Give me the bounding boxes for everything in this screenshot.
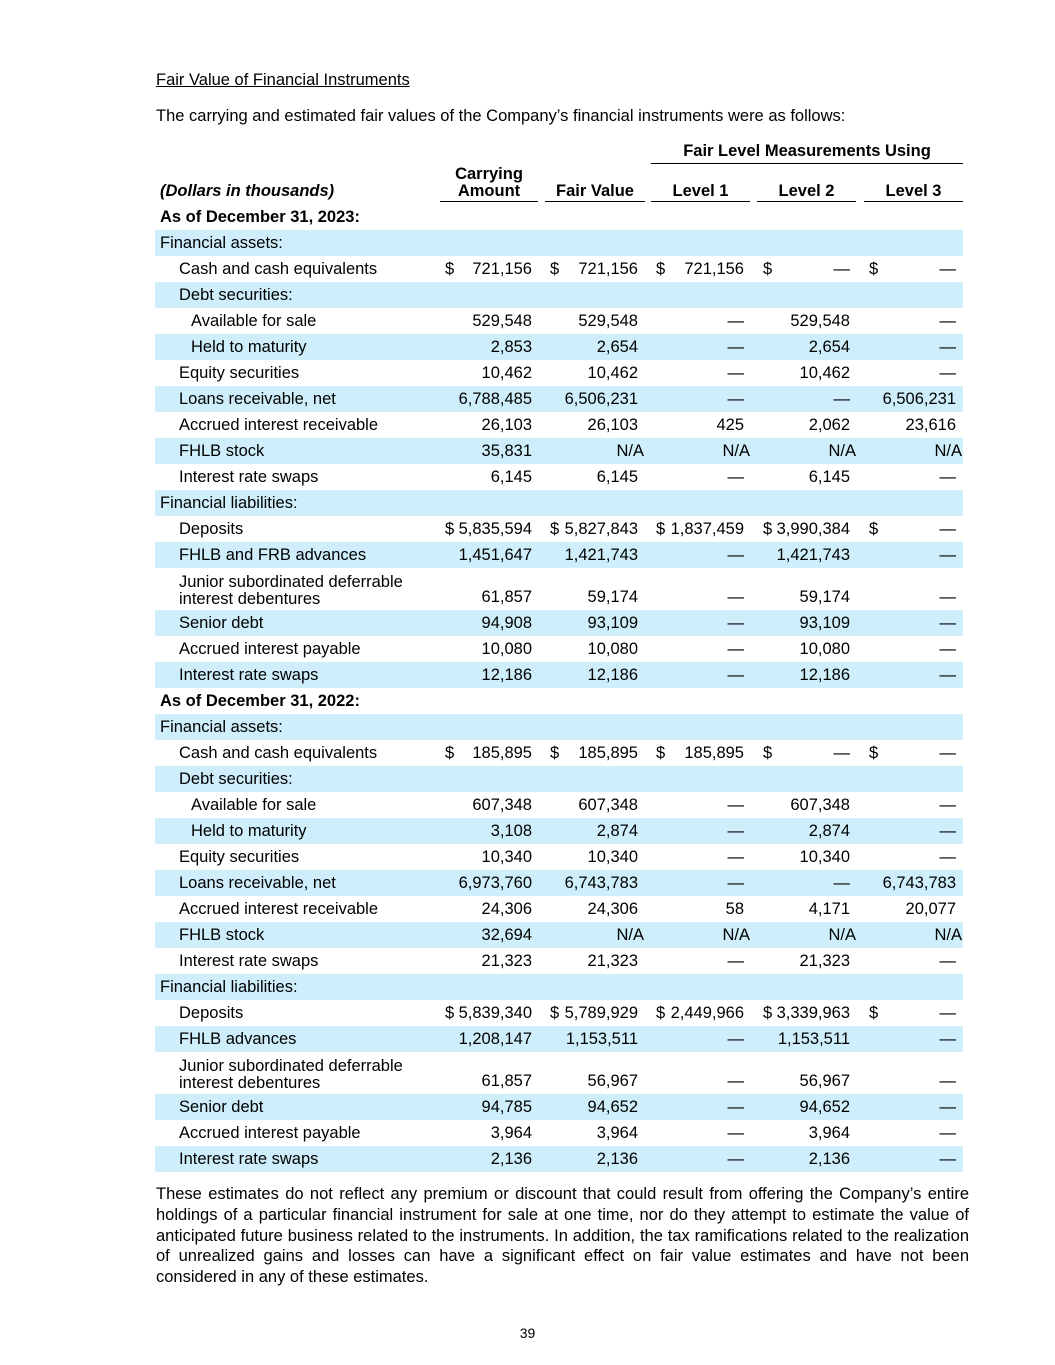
- table-cell: 6,506,231: [564, 390, 638, 408]
- table-cell: 26,103: [587, 416, 638, 434]
- row-label: Accrued interest receivable: [179, 900, 379, 918]
- table-row: [155, 1026, 963, 1052]
- table-cell: 6,788,485: [458, 390, 532, 408]
- table-cell: 21,323: [799, 952, 850, 970]
- carrying-header-line2: Amount: [457, 182, 521, 200]
- row-label: Senior debt: [179, 1098, 264, 1116]
- table-row: [155, 1000, 963, 1026]
- row-label: Loans receivable, net: [179, 874, 336, 892]
- table-cell: 35,831: [481, 442, 532, 460]
- table-cell: 1,421,743: [776, 546, 850, 564]
- table-cell: 10,080: [481, 640, 532, 658]
- table-cell: 56,967: [799, 1072, 850, 1090]
- level1-header: Level 1: [651, 183, 750, 202]
- row-label: Interest rate swaps: [179, 468, 319, 486]
- currency-sign: $: [763, 1004, 773, 1022]
- table-cell: N/A: [828, 442, 856, 460]
- table-row: [155, 870, 963, 896]
- table-cell: —: [727, 1098, 744, 1116]
- fair-level-group-header: Fair Level Measurements Using: [651, 142, 963, 164]
- row-label: Junior subordinated deferrable: [179, 1057, 403, 1075]
- table-cell: 607,348: [790, 796, 850, 814]
- table-cell: 6,743,783: [564, 874, 638, 892]
- row-label-continued: interest debentures: [179, 1074, 321, 1092]
- table-cell: 10,340: [587, 848, 638, 866]
- table-row: [155, 844, 963, 870]
- table-cell: 10,340: [481, 848, 532, 866]
- table-cell: 56,967: [587, 1072, 638, 1090]
- table-cell: 425: [716, 416, 744, 434]
- currency-sign: $: [656, 744, 666, 762]
- table-cell: 6,145: [808, 468, 850, 486]
- table-row: [155, 1120, 963, 1146]
- table-cell: —: [939, 744, 956, 762]
- table-cell: 61,857: [481, 588, 532, 606]
- table-cell: 94,785: [481, 1098, 532, 1116]
- table-cell: 12,186: [587, 666, 638, 684]
- table-cell: 185,895: [684, 744, 744, 762]
- table-cell: N/A: [828, 926, 856, 944]
- group-row: [155, 766, 963, 792]
- table-cell: —: [939, 364, 956, 382]
- table-row: [155, 516, 963, 542]
- table-row: [155, 438, 963, 464]
- row-label: Equity securities: [179, 364, 300, 382]
- currency-sign: $: [550, 520, 560, 538]
- table-cell: —: [939, 1150, 956, 1168]
- currency-sign: $: [763, 260, 773, 278]
- group-row: [155, 974, 963, 1000]
- table-row: [155, 568, 963, 610]
- table-cell: —: [939, 588, 956, 606]
- table-row: [155, 610, 963, 636]
- table-cell: 3,964: [596, 1124, 638, 1142]
- row-label: Debt securities:: [179, 286, 293, 304]
- table-cell: 93,109: [587, 614, 638, 632]
- table-cell: —: [939, 338, 956, 356]
- table-row: [155, 464, 963, 490]
- row-label: Deposits: [179, 520, 244, 538]
- table-row: [155, 662, 963, 688]
- row-label: Accrued interest payable: [179, 1124, 361, 1142]
- table-cell: 607,348: [472, 796, 532, 814]
- table-cell: —: [727, 1072, 744, 1090]
- row-label: Loans receivable, net: [179, 390, 336, 408]
- table-cell: 5,839,340: [458, 1004, 532, 1022]
- table-cell: 2,874: [596, 822, 638, 840]
- currency-sign: $: [656, 1004, 666, 1022]
- table-cell: 94,908: [481, 614, 532, 632]
- currency-sign: $: [445, 1004, 455, 1022]
- row-label: Accrued interest payable: [179, 640, 361, 658]
- row-label: Cash and cash equivalents: [179, 260, 378, 278]
- currency-sign: $: [445, 520, 455, 538]
- table-row: [155, 948, 963, 974]
- table-cell: —: [833, 260, 850, 278]
- row-label: Held to maturity: [191, 822, 307, 840]
- table-row: [155, 740, 963, 766]
- table-cell: 6,506,231: [882, 390, 956, 408]
- currency-sign: $: [869, 260, 879, 278]
- table-cell: —: [833, 874, 850, 892]
- table-cell: —: [939, 546, 956, 564]
- table-cell: 3,108: [490, 822, 532, 840]
- table-cell: 2,654: [808, 338, 850, 356]
- table-cell: 2,874: [808, 822, 850, 840]
- currency-sign: $: [656, 260, 666, 278]
- table-cell: 20,077: [905, 900, 956, 918]
- row-label-continued: interest debentures: [179, 590, 321, 608]
- table-cell: 2,654: [596, 338, 638, 356]
- table-cell: —: [727, 822, 744, 840]
- level3-header: Level 3: [864, 183, 963, 202]
- table-row: [155, 636, 963, 662]
- table-cell: 6,743,783: [882, 874, 956, 892]
- table-cell: 2,136: [808, 1150, 850, 1168]
- table-row: [155, 792, 963, 818]
- table-cell: —: [939, 666, 956, 684]
- table-cell: 529,548: [578, 312, 638, 330]
- table-cell: —: [939, 614, 956, 632]
- table-row: [155, 818, 963, 844]
- section-title: Fair Value of Financial Instruments: [156, 71, 410, 89]
- page-number: 39: [519, 1325, 536, 1341]
- table-cell: N/A: [934, 926, 962, 944]
- table-cell: —: [727, 1150, 744, 1168]
- table-cell: —: [939, 848, 956, 866]
- row-label: As of December 31, 2023:: [160, 208, 360, 226]
- table-cell: 1,837,459: [670, 520, 744, 538]
- table-cell: 607,348: [578, 796, 638, 814]
- table-cell: 10,462: [481, 364, 532, 382]
- currency-sign: $: [550, 1004, 560, 1022]
- table-cell: 185,895: [578, 744, 638, 762]
- table-cell: 21,323: [587, 952, 638, 970]
- row-label: Held to maturity: [191, 338, 307, 356]
- table-cell: —: [727, 364, 744, 382]
- table-cell: —: [727, 312, 744, 330]
- group-row: [155, 230, 963, 256]
- table-row: [155, 308, 963, 334]
- table-cell: —: [939, 1098, 956, 1116]
- table-cell: 10,080: [587, 640, 638, 658]
- table-cell: —: [939, 640, 956, 658]
- table-cell: 24,306: [481, 900, 532, 918]
- table-cell: N/A: [616, 926, 644, 944]
- table-cell: —: [727, 468, 744, 486]
- table-cell: 4,171: [808, 900, 850, 918]
- table-cell: 2,853: [490, 338, 532, 356]
- row-label: Deposits: [179, 1004, 244, 1022]
- table-cell: —: [727, 546, 744, 564]
- table-cell: 1,208,147: [458, 1030, 532, 1048]
- currency-sign: $: [550, 260, 560, 278]
- table-cell: —: [727, 614, 744, 632]
- table-cell: —: [833, 390, 850, 408]
- table-cell: 1,153,511: [565, 1030, 638, 1048]
- table-cell: 2,449,966: [670, 1004, 744, 1022]
- section-row: [155, 688, 963, 714]
- table-cell: 1,153,511: [777, 1030, 850, 1048]
- table-cell: 529,548: [790, 312, 850, 330]
- table-cell: N/A: [722, 442, 750, 460]
- table-cell: 3,990,384: [776, 520, 850, 538]
- table-row: [155, 1094, 963, 1120]
- row-label: Interest rate swaps: [179, 1150, 319, 1168]
- row-label: Available for sale: [191, 312, 317, 330]
- table-cell: 59,174: [587, 588, 638, 606]
- level2-header: Level 2: [757, 183, 856, 202]
- table-cell: 21,323: [481, 952, 532, 970]
- table-cell: 32,694: [481, 926, 532, 944]
- row-label: Financial liabilities:: [160, 978, 298, 996]
- table-row: [155, 922, 963, 948]
- table-cell: 3,339,963: [776, 1004, 850, 1022]
- table-cell: N/A: [934, 442, 962, 460]
- currency-sign: $: [763, 744, 773, 762]
- table-cell: 26,103: [481, 416, 532, 434]
- row-label: As of December 31, 2022:: [160, 692, 360, 710]
- table-cell: —: [939, 260, 956, 278]
- table-cell: 5,835,594: [458, 520, 532, 538]
- table-cell: —: [939, 796, 956, 814]
- table-cell: —: [727, 848, 744, 866]
- row-label: Junior subordinated deferrable: [179, 573, 403, 591]
- table-cell: 59,174: [799, 588, 850, 606]
- table-cell: 10,340: [799, 848, 850, 866]
- table-row: [155, 412, 963, 438]
- table-cell: —: [727, 640, 744, 658]
- table-cell: 5,827,843: [564, 520, 638, 538]
- table-cell: —: [939, 1072, 956, 1090]
- table-cell: 2,136: [490, 1150, 532, 1168]
- table-cell: —: [727, 666, 744, 684]
- footer-paragraph: These estimates do not reflect any premium or discount that could result from offering the Company’s entire holdings of a particular financial instrument for sale at one time, nor do they attempt to estimate the value of anticipated future business related to the instruments. In addition, the tax ramifications related to the realization of unrealized gains and losses can have a significant effect on fair value estimates and have not been considered in any of these estimates.: [156, 1185, 969, 1287]
- table-cell: 2,136: [596, 1150, 638, 1168]
- table-cell: 10,462: [587, 364, 638, 382]
- table-cell: —: [727, 1124, 744, 1142]
- row-label: Equity securities: [179, 848, 300, 866]
- row-label: Interest rate swaps: [179, 666, 319, 684]
- currency-sign: $: [445, 260, 455, 278]
- table-cell: 529,548: [472, 312, 532, 330]
- currency-sign: $: [656, 520, 666, 538]
- currency-sign: $: [869, 1004, 879, 1022]
- row-label: FHLB stock: [179, 442, 265, 460]
- table-cell: 721,156: [684, 260, 744, 278]
- table-cell: —: [727, 390, 744, 408]
- table-cell: —: [939, 1004, 956, 1022]
- group-row: [155, 714, 963, 740]
- table-cell: 721,156: [472, 260, 532, 278]
- table-cell: —: [939, 1030, 956, 1048]
- units-header: (Dollars in thousands): [160, 182, 335, 200]
- table-cell: 2,062: [808, 416, 850, 434]
- row-label: FHLB advances: [179, 1030, 297, 1048]
- table-cell: 6,145: [490, 468, 532, 486]
- table-cell: —: [727, 952, 744, 970]
- table-cell: 10,462: [799, 364, 850, 382]
- table-cell: 1,421,743: [564, 546, 638, 564]
- table-row: [155, 334, 963, 360]
- table-cell: 58: [725, 900, 744, 918]
- row-label: FHLB and FRB advances: [179, 546, 367, 564]
- fair-value-header: Fair Value: [545, 183, 645, 202]
- table-cell: —: [727, 1030, 744, 1048]
- group-row: [155, 490, 963, 516]
- table-row: [155, 360, 963, 386]
- table-cell: —: [727, 588, 744, 606]
- intro-text: The carrying and estimated fair values of the Company’s financial instruments were as follows:: [156, 107, 846, 125]
- group-row: [155, 282, 963, 308]
- table-cell: —: [939, 1124, 956, 1142]
- table-cell: 12,186: [799, 666, 850, 684]
- table-cell: 24,306: [587, 900, 638, 918]
- table-cell: 10,080: [799, 640, 850, 658]
- table-cell: —: [939, 312, 956, 330]
- table-cell: —: [939, 468, 956, 486]
- table-cell: 3,964: [808, 1124, 850, 1142]
- table-row: [155, 896, 963, 922]
- table-cell: —: [939, 520, 956, 538]
- table-row: [155, 1052, 963, 1094]
- table-cell: N/A: [616, 442, 644, 460]
- currency-sign: $: [869, 520, 879, 538]
- table-cell: —: [727, 796, 744, 814]
- table-cell: 721,156: [578, 260, 638, 278]
- table-cell: —: [833, 744, 850, 762]
- row-label: Debt securities:: [179, 770, 293, 788]
- row-label: Accrued interest receivable: [179, 416, 379, 434]
- currency-sign: $: [869, 744, 879, 762]
- table-cell: —: [727, 874, 744, 892]
- table-cell: 61,857: [481, 1072, 532, 1090]
- row-label: Available for sale: [191, 796, 317, 814]
- table-cell: —: [939, 822, 956, 840]
- table-row: [155, 1146, 963, 1172]
- table-row: [155, 542, 963, 568]
- table-cell: 5,789,929: [564, 1004, 638, 1022]
- row-label: Financial assets:: [160, 234, 283, 252]
- row-label: Senior debt: [179, 614, 264, 632]
- table-row: [155, 386, 963, 412]
- carrying-amount-header: [440, 166, 538, 202]
- currency-sign: $: [763, 520, 773, 538]
- table-cell: —: [939, 952, 956, 970]
- currency-sign: $: [445, 744, 455, 762]
- row-label: Financial liabilities:: [160, 494, 298, 512]
- table-cell: 93,109: [799, 614, 850, 632]
- table-cell: 94,652: [799, 1098, 850, 1116]
- row-label: FHLB stock: [179, 926, 265, 944]
- row-label: Cash and cash equivalents: [179, 744, 378, 762]
- table-cell: N/A: [722, 926, 750, 944]
- table-cell: 6,145: [596, 468, 638, 486]
- table-cell: —: [727, 338, 744, 356]
- table-cell: 185,895: [472, 744, 532, 762]
- table-cell: 1,451,647: [458, 546, 532, 564]
- carrying-header-line1: Carrying: [455, 165, 523, 183]
- row-label: Financial assets:: [160, 718, 283, 736]
- table-cell: 23,616: [905, 416, 956, 434]
- section-row: [155, 204, 963, 230]
- table-cell: 3,964: [490, 1124, 532, 1142]
- currency-sign: $: [550, 744, 560, 762]
- table-row: [155, 256, 963, 282]
- row-label: Interest rate swaps: [179, 952, 319, 970]
- table-cell: 94,652: [587, 1098, 638, 1116]
- table-cell: 12,186: [481, 666, 532, 684]
- table-cell: 6,973,760: [458, 874, 532, 892]
